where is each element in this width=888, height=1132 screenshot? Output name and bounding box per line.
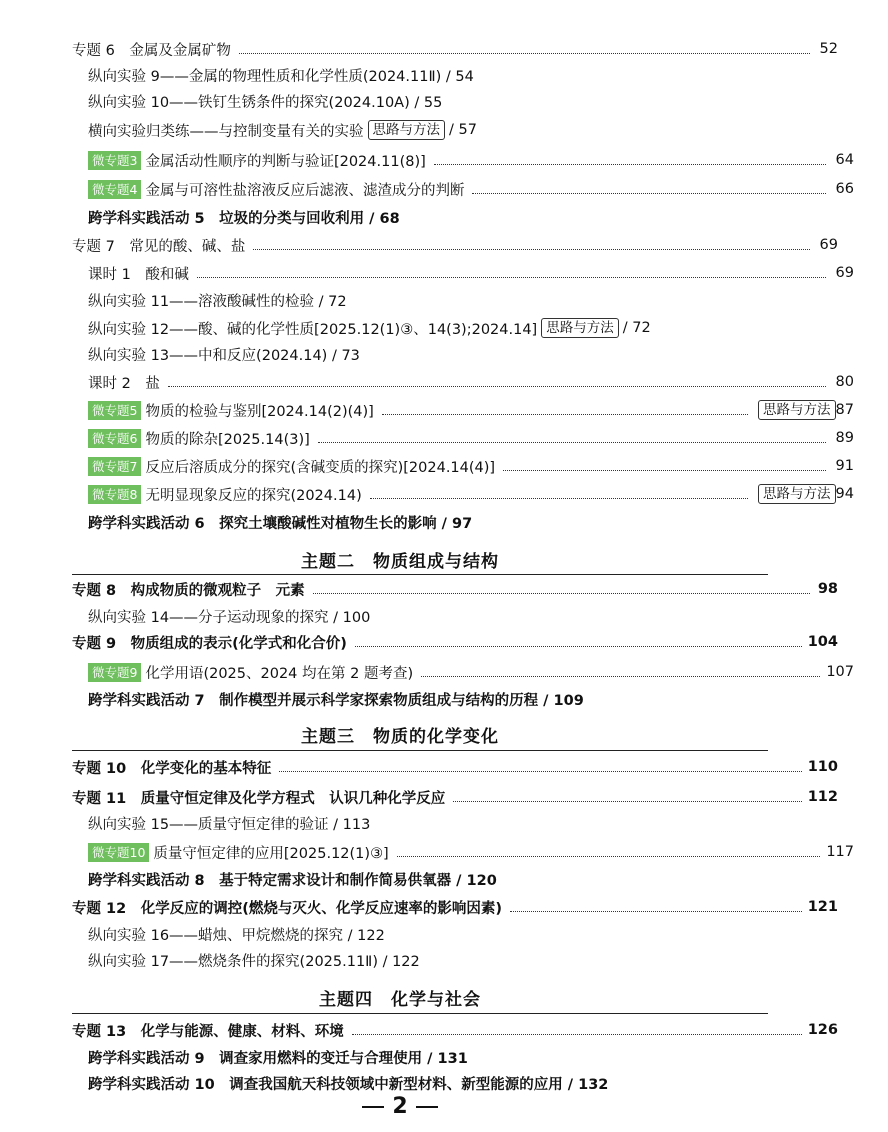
toc-entry-text: 横向实验归类练——与控制变量有关的实验 <box>88 123 364 140</box>
theme-heading: 主题二 物质组成与结构 <box>301 552 499 572</box>
toc-entry-text: 无明显现象反应的探究(2024.14) <box>145 487 362 504</box>
toc-entry-text: 纵向实验 13——中和反应(2024.14) / 73 <box>88 347 360 364</box>
dot-leader <box>503 470 826 471</box>
page-number: 98 <box>817 581 838 597</box>
toc-chapter-title: 专题 9 物质组成的表示(化学式和化合价) <box>72 635 347 652</box>
dot-leader <box>313 593 810 594</box>
toc-entry-text: 跨学科实践活动 6 探究土壤酸碱性对植物生长的影响 / 97 <box>88 515 473 532</box>
toc-entry[interactable] <box>0 947 888 973</box>
page-number: 112 <box>807 789 838 805</box>
toc-activity[interactable] <box>0 204 888 230</box>
page-number: 126 <box>807 1022 838 1038</box>
toc-chapter-title: 专题 10 化学变化的基本特征 <box>72 760 272 777</box>
toc-entry[interactable] <box>0 315 888 341</box>
toc-entry-text: 跨学科实践活动 9 调查家用燃料的变迁与合理使用 / 131 <box>88 1050 468 1067</box>
dot-leader <box>510 911 802 912</box>
page-number: 80 <box>835 374 854 390</box>
toc-entry[interactable] <box>0 62 888 88</box>
toc-entry-text: 反应后溶质成分的探究(含碱变质的探究)[2024.14(4)] <box>145 459 496 476</box>
toc-entry-text: 纵向实验 16——蜡烛、甲烷燃烧的探究 / 122 <box>88 927 385 944</box>
toc-entry-text: 质量守恒定律的应用[2025.12(1)③] <box>153 845 389 862</box>
page-number: 94 <box>835 486 854 502</box>
page-number: 117 <box>826 844 854 860</box>
dot-leader <box>453 801 801 802</box>
toc-entry[interactable] <box>0 921 888 947</box>
toc-micro-topic[interactable] <box>0 397 888 423</box>
dot-leader <box>397 856 821 857</box>
dot-leader <box>318 442 826 443</box>
page-number: 89 <box>835 430 854 446</box>
toc-entry[interactable] <box>0 341 888 367</box>
dot-leader <box>352 1034 802 1035</box>
method-badge: 思路与方法 <box>541 318 619 338</box>
toc-chapter-10[interactable] <box>0 754 872 780</box>
toc-chapter-title: 专题 7 常见的酸、碱、盐 <box>72 238 246 255</box>
micro-topic-tag: 微专题7 <box>88 457 141 476</box>
toc-entry[interactable] <box>0 117 888 143</box>
footer-dash-right <box>416 1106 438 1108</box>
dot-leader <box>355 646 802 647</box>
micro-topic-tag: 微专题6 <box>88 429 141 448</box>
toc-entry[interactable] <box>0 88 888 114</box>
toc-chapter-8[interactable] <box>0 576 872 602</box>
toc-entry-text: 物质的除杂[2025.14(3)] <box>145 431 310 448</box>
theme-heading: 主题四 化学与社会 <box>319 990 481 1010</box>
page-number: 69 <box>819 237 838 253</box>
footer-dash-left <box>362 1106 384 1108</box>
page-number: 91 <box>835 458 854 474</box>
toc-entry[interactable] <box>0 603 888 629</box>
method-badge: 思路与方法 <box>758 400 836 420</box>
toc-entry-text: 跨学科实践活动 5 垃圾的分类与回收利用 / 68 <box>88 210 400 227</box>
toc-micro-topic[interactable] <box>0 425 888 451</box>
toc-entry-text: 课时 1 酸和碱 <box>88 266 189 283</box>
toc-chapter-title: 专题 6 金属及金属矿物 <box>72 42 231 59</box>
dot-leader <box>253 249 810 250</box>
toc-entry-text: 纵向实验 15——质量守恒定律的验证 / 113 <box>88 816 371 833</box>
toc-activity[interactable] <box>0 686 888 712</box>
toc-entry[interactable] <box>0 287 888 313</box>
toc-chapter-11[interactable] <box>0 784 872 810</box>
toc-entry-text: 纵向实验 17——燃烧条件的探究(2025.11Ⅱ) / 122 <box>88 953 420 970</box>
toc-chapter-title: 专题 8 构成物质的微观粒子 元素 <box>72 582 305 599</box>
toc-activity[interactable] <box>0 1070 888 1096</box>
toc-chapter-title: 专题 13 化学与能源、健康、材料、环境 <box>72 1023 344 1040</box>
method-badge: 思路与方法 <box>758 484 836 504</box>
toc-entry-text: 金属活动性顺序的判断与验证[2024.11(8)] <box>145 153 426 170</box>
page-number: 69 <box>835 265 854 281</box>
theme-heading: 主题三 物质的化学变化 <box>301 727 499 747</box>
toc-entry-page: / 72 <box>622 320 651 336</box>
micro-topic-tag: 微专题3 <box>88 151 141 170</box>
toc-chapter-12[interactable] <box>0 894 872 920</box>
page-number: 66 <box>835 181 854 197</box>
toc-chapter-7[interactable] <box>0 232 872 258</box>
page-number: 52 <box>819 41 838 57</box>
toc-entry-text: 物质的检验与鉴别[2024.14(2)(4)] <box>145 403 374 420</box>
page-number: 107 <box>826 664 854 680</box>
micro-topic-tag: 微专题8 <box>88 485 141 504</box>
dot-leader <box>279 771 801 772</box>
footer-page-number: 2 <box>392 1094 408 1119</box>
toc-entry-text: 纵向实验 11——溶液酸碱性的检验 / 72 <box>88 293 347 310</box>
divider <box>72 1013 768 1014</box>
toc-entry[interactable] <box>0 810 888 836</box>
toc-chapter-13[interactable] <box>0 1017 872 1043</box>
dot-leader <box>382 414 748 415</box>
toc-chapter-9[interactable] <box>0 629 872 655</box>
toc-entry-text: 跨学科实践活动 7 制作模型并展示科学家探索物质组成与结构的历程 / 109 <box>88 692 584 709</box>
toc-micro-topic[interactable] <box>0 839 888 865</box>
page-number: 121 <box>807 899 838 915</box>
dot-leader <box>472 193 826 194</box>
dot-leader <box>168 386 826 387</box>
toc-micro-topic[interactable] <box>0 659 888 685</box>
toc-entry-text: 纵向实验 9——金属的物理性质和化学性质(2024.11Ⅱ) / 54 <box>88 68 474 85</box>
toc-entry-text: 跨学科实践活动 8 基于特定需求设计和制作简易供氧器 / 120 <box>88 872 497 889</box>
toc-lesson[interactable] <box>0 369 888 395</box>
toc-micro-topic[interactable] <box>0 176 888 202</box>
dot-leader <box>197 277 826 278</box>
dot-leader <box>239 53 810 54</box>
toc-activity[interactable] <box>0 1044 888 1070</box>
toc-activity[interactable] <box>0 509 888 535</box>
micro-topic-tag: 微专题5 <box>88 401 141 420</box>
toc-micro-topic[interactable] <box>0 147 888 173</box>
toc-entry-text: 课时 2 盐 <box>88 375 160 392</box>
micro-topic-tag: 微专题4 <box>88 180 141 199</box>
page-number: 110 <box>807 759 838 775</box>
page-footer <box>0 1094 800 1119</box>
method-badge: 思路与方法 <box>368 120 446 140</box>
page-number: 64 <box>835 152 854 168</box>
toc-entry-text: 纵向实验 12——酸、碱的化学性质[2025.12(1)③、14(3);2024.14] <box>88 321 538 338</box>
toc-entry-text: 纵向实验 14——分子运动现象的探究 / 100 <box>88 609 371 626</box>
micro-topic-tag: 微专题9 <box>88 663 141 682</box>
divider <box>72 574 768 575</box>
dot-leader <box>421 676 820 677</box>
dot-leader <box>370 498 748 499</box>
micro-topic-tag: 微专题10 <box>88 843 149 862</box>
toc-entry-text: 跨学科实践活动 10 调查我国航天科技领域中新型材料、新型能源的应用 / 132 <box>88 1076 609 1093</box>
toc-micro-topic[interactable] <box>0 481 888 507</box>
page-number: 87 <box>835 402 854 418</box>
toc-chapter-6[interactable] <box>0 36 872 62</box>
toc-entry-text: 纵向实验 10——铁钉生锈条件的探究(2024.10A) / 55 <box>88 94 443 111</box>
toc-lesson[interactable] <box>0 260 888 286</box>
dot-leader <box>434 164 826 165</box>
toc-entry-page: / 57 <box>449 122 477 138</box>
toc-entry-text: 金属与可溶性盐溶液反应后滤液、滤渣成分的判断 <box>145 182 465 199</box>
divider <box>72 750 768 751</box>
toc-chapter-title: 专题 11 质量守恒定律及化学方程式 认识几种化学反应 <box>72 790 446 807</box>
page-number: 104 <box>807 634 838 650</box>
toc-activity[interactable] <box>0 866 888 892</box>
toc-micro-topic[interactable] <box>0 453 888 479</box>
toc-entry-text: 化学用语(2025、2024 均在第 2 题考查) <box>145 665 414 682</box>
toc-chapter-title: 专题 12 化学反应的调控(燃烧与灭火、化学反应速率的影响因素) <box>72 900 502 917</box>
